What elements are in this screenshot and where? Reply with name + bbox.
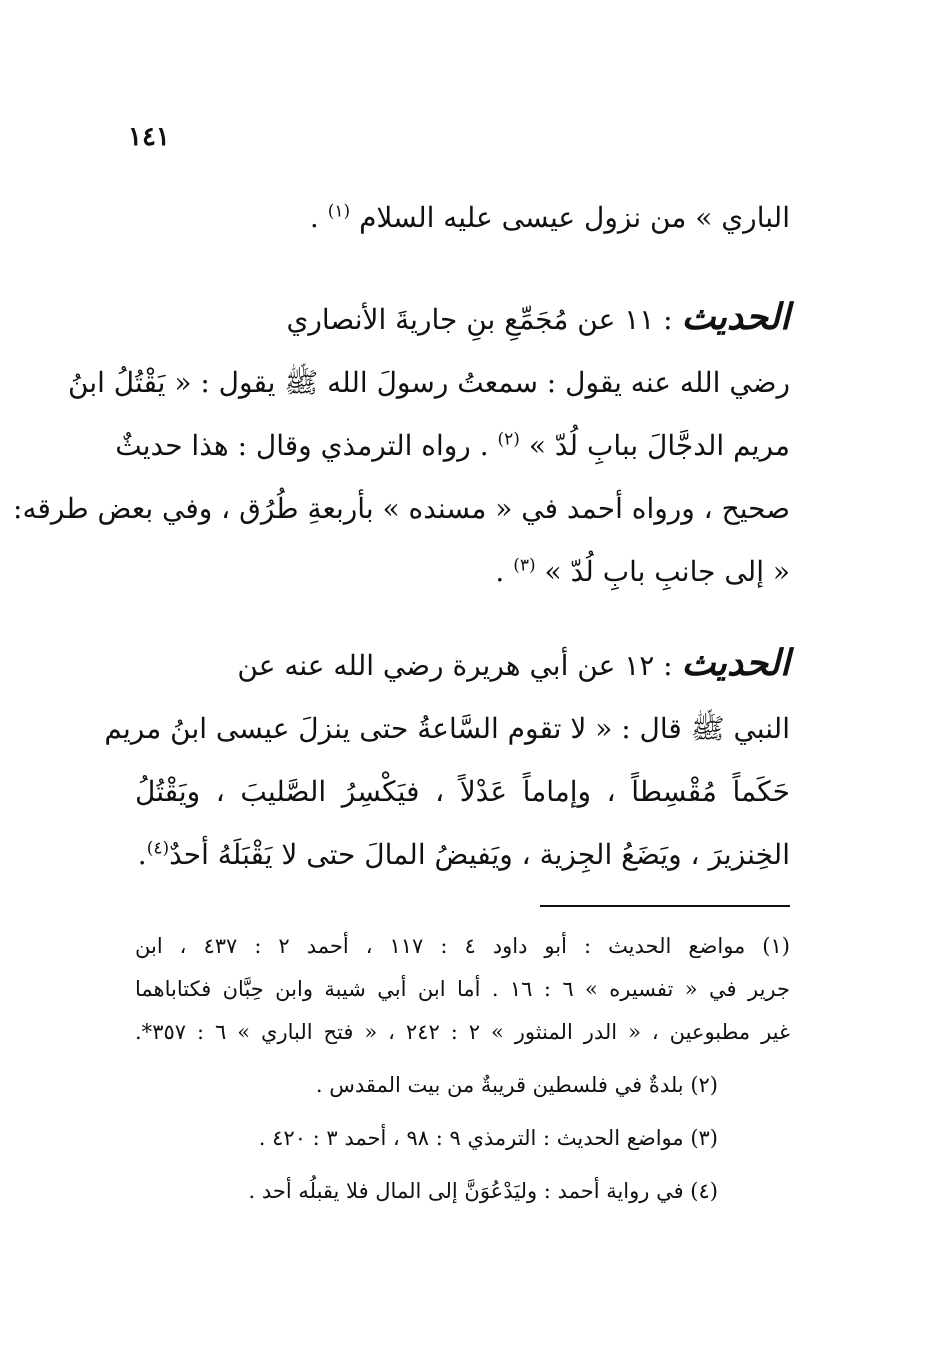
hadith-11-line-1-text: : ١١ عن مُجَمِّعِ بنِ جاريةَ الأنصاري [286, 303, 682, 336]
hadith-11-line-1 [135, 286, 790, 351]
footnotes [135, 925, 790, 1213]
footnote-ref-3: (٣) [513, 555, 536, 576]
footnote-1-line-1: (١) مواضع الحديث : أبو داود ٤ : ١١٧ ، أحمد ٢ : ٤٣٧ ، ابن [135, 934, 790, 958]
hadith-11-line-4: صحيح ، ورواه أحمد في « مسنده » بأربعةِ طُرُق ، وفي بعض طرقه: [13, 492, 790, 525]
hadith-12-line-1 [135, 632, 790, 697]
footnote-ref-2: (٢) [497, 429, 520, 450]
hadith-12-line-2: النبي ﷺ قال : « لا تقوم السَّاعةُ حتى ينزلَ عيسى ابنُ مريم [104, 712, 790, 745]
intro-end: . [309, 201, 328, 234]
hadith-12-heading: الحديث [681, 643, 790, 684]
hadith-11-line-2: رضي الله عنه يقول : سمعتُ رسولَ الله ﷺ يقول : « يَقْتُلُ ابنُ [68, 366, 790, 399]
intro-text: الباري » من نزول عيسى عليه السلام [359, 201, 790, 234]
hadith-12-line-4-end: . [137, 838, 147, 871]
footnote-ref-4: (٤) [146, 838, 170, 859]
hadith-12-line-3: حَكَماً مُقْسِطاً ، وإماماً عَدْلاً ، فيَكْسِرُ الصَّليبَ ، ويَقْتُلُ [135, 775, 790, 808]
hadith-11-line-3-rest: . رواه الترمذي وقال : هذا حديثٌ [115, 429, 498, 462]
intro-line [135, 186, 790, 249]
intro-paragraph [135, 186, 790, 249]
hadith-11-line-5 [135, 540, 790, 603]
footnote-1-line-2: جرير في « تفسيره » ٦ : ١٦ . أما ابن أبي شيبة وابن حِبَّان فكتاباهما [135, 977, 790, 1001]
hadith-11-heading: الحديث [681, 297, 790, 338]
hadith-12-line-1-text: : ١٢ عن أبي هريرة رضي الله عنه عن [237, 649, 682, 682]
hadith-11-line-3-text: مريم الدجَّالَ ببابِ لُدّ » [528, 429, 790, 462]
hadith-11-line-3 [115, 414, 790, 477]
page-number: ١٤١ [128, 122, 170, 152]
footnote-divider [540, 905, 790, 907]
footnote-1-line-3: غير مطبوعين ، « الدر المنثور » ٢ : ٢٤٢ ، « فتح الباري » ٦ : ٣٥٧*. [135, 1020, 790, 1044]
footnote-1 [135, 925, 790, 1054]
hadith-11-paragraph [13, 286, 790, 603]
footnote-4: (٤) في رواية أحمد : وليَدْعُوَنَّ إلى المال فلا يقبلُه أحد . [248, 1179, 718, 1203]
footnote-3: (٣) مواضع الحديث : الترمذي ٩ : ٩٨ ، أحمد ٣ : ٤٢٠ . [258, 1126, 718, 1150]
footnote-ref-1: (١) [327, 201, 351, 222]
hadith-11-line-5-end: . [495, 555, 514, 588]
hadith-12-paragraph [104, 632, 790, 886]
hadith-12-line-4 [135, 823, 790, 886]
hadith-12-line-4-text: الخِنزيرَ ، ويَضَعُ الجِزية ، ويَفيضُ المالَ حتى لا يَقْبَلَهُ أحدٌ [169, 838, 790, 871]
hadith-11-line-5-text: « إلى جانبِ بابِ لُدّ » [544, 555, 790, 588]
footnote-2: (٢) بلدةٌ في فلسطين قريبةٌ من بيت المقدس . [315, 1073, 718, 1097]
